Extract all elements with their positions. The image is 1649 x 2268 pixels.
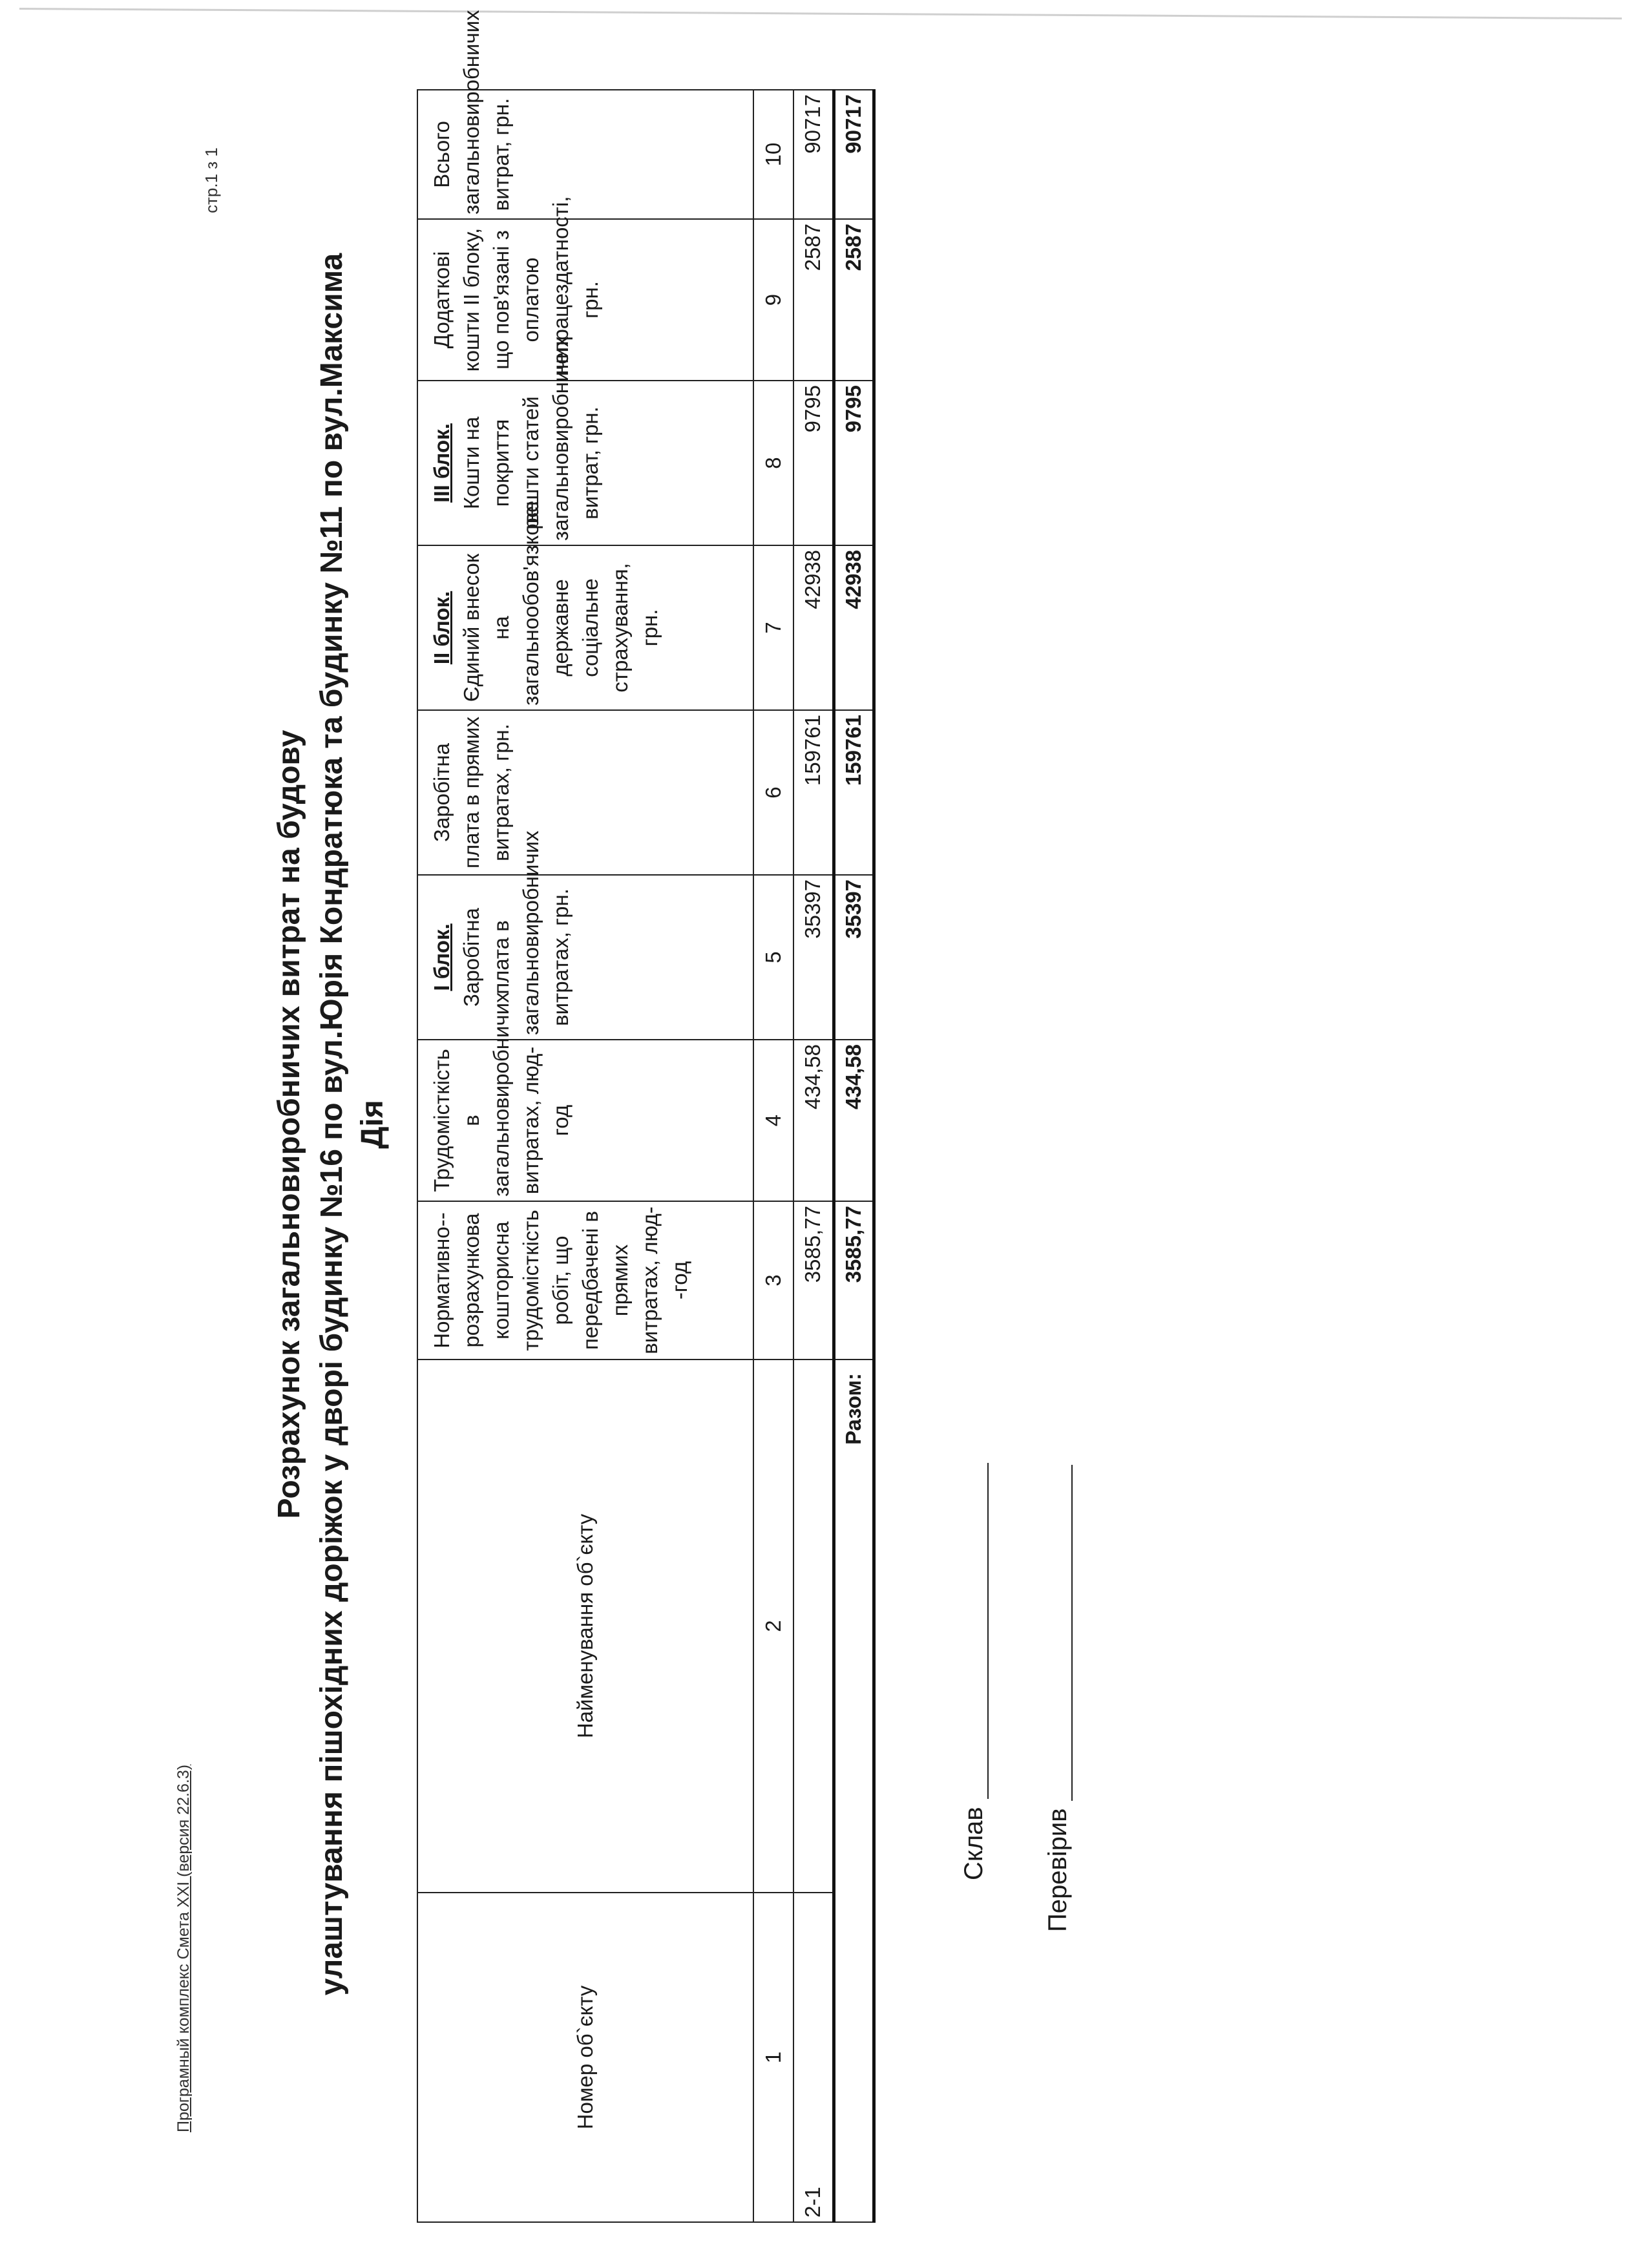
title-line-1: Розрахунок загальновиробничих витрат на будову: [272, 730, 306, 1519]
header-wage-overhead: [417, 830, 753, 1040]
header-social-contrib: [417, 500, 753, 710]
total-wage-overhead: 35397: [834, 875, 874, 1040]
header-object-number: Номер об`єкту: [417, 1893, 753, 2222]
column-number: 7: [753, 545, 793, 710]
cell-object-number: 2-1: [793, 1893, 834, 2222]
cell-social-contrib: 42938: [793, 545, 834, 710]
column-number-row: [753, 90, 793, 2222]
signature-line: [1071, 1465, 1073, 1801]
column-number: 6: [753, 710, 793, 875]
header-labor-direct: Нормативно--розрахункова кошторисна трудомісткість робіт, що передбачені в прямих витратах, люд--год: [417, 1201, 753, 1360]
cell-labor-overhead: 434,58: [793, 1040, 834, 1201]
header-wage-direct: Заробітна плата в прямих витратах, грн.: [417, 710, 753, 875]
total-other-costs: 9795: [834, 381, 874, 545]
block-3-label: ІІІ блок.: [430, 423, 454, 503]
total-wage-direct: 159761: [834, 710, 874, 875]
total-labor-direct: 3585,77: [834, 1201, 874, 1360]
column-number: 10: [753, 90, 793, 219]
totals-row: [834, 90, 874, 2222]
table-header-row: [417, 90, 753, 2222]
signature-composed: [960, 1463, 989, 1880]
block-1-label: І блок.: [430, 923, 454, 991]
column-number: 9: [753, 219, 793, 381]
header-labor-overhead: Трудомісткість в загальновиробничих витратах, люд-год: [417, 1040, 753, 1201]
signature-composed-label: Склав: [960, 1807, 988, 1880]
header-other-costs: [417, 336, 753, 545]
total-social-contrib: 42938: [834, 545, 874, 710]
total-additional: 2587: [834, 219, 874, 381]
cell-other-costs: 9795: [793, 381, 834, 545]
title-line-2: улаштування пішохідних доріжок у дворі будинку №16 по вул.Юрія Кондратюка та будинку №11 по вул.Максима: [315, 253, 349, 1996]
column-number: 5: [753, 875, 793, 1040]
table-row: [793, 90, 834, 2222]
cell-labor-direct: 3585,77: [793, 1201, 834, 1360]
cell-total: 90717: [793, 90, 834, 219]
block-2-label: ІІ блок.: [430, 591, 454, 665]
total-labor-overhead: 434,58: [834, 1040, 874, 1201]
header-additional: Додаткові кошти ІІ блоку, що пов'язані з оплатою непрацездатності, грн.: [417, 219, 753, 381]
total-grand: 90717: [834, 90, 874, 219]
column-number: 4: [753, 1040, 793, 1201]
header-object-name: Найменування об`єкту: [417, 1360, 753, 1893]
page-number: стр.1 з 1: [202, 147, 221, 213]
cell-additional: 2587: [793, 219, 834, 381]
column-number: 2: [753, 1360, 793, 1893]
signature-checked-label: Перевірив: [1044, 1808, 1072, 1932]
column-number: 3: [753, 1201, 793, 1360]
overhead-costs-table: [417, 10, 876, 2223]
signature-checked: [1044, 1465, 1073, 1932]
header-wage-overhead-text: Заробітна плата в загальновиробничих витратах, грн.: [459, 830, 572, 1035]
cell-wage-direct: 159761: [793, 710, 834, 875]
totals-label: Разом:: [834, 1360, 874, 2222]
software-label: Програмный комплекс Смета ХХI (версия 22.6.3): [174, 1764, 193, 2132]
header-social-contrib-text: Єдиний внесок на загальнообов'язкове державне соціальне страхування, грн.: [459, 500, 662, 706]
cell-wage-overhead: 35397: [793, 875, 834, 1040]
column-number: 1: [753, 1893, 793, 2222]
cell-object-name: [793, 1360, 834, 1893]
header-other-costs-text: Кошти на покриття решти статей загальновиробничих витрат, грн.: [459, 336, 602, 541]
document-title: [268, 252, 392, 1997]
title-line-3: Дія: [355, 1100, 390, 1149]
header-total: Всього загальновиробничих витрат, грн.: [417, 90, 753, 219]
column-number: 8: [753, 381, 793, 545]
signature-line: [987, 1463, 989, 1799]
